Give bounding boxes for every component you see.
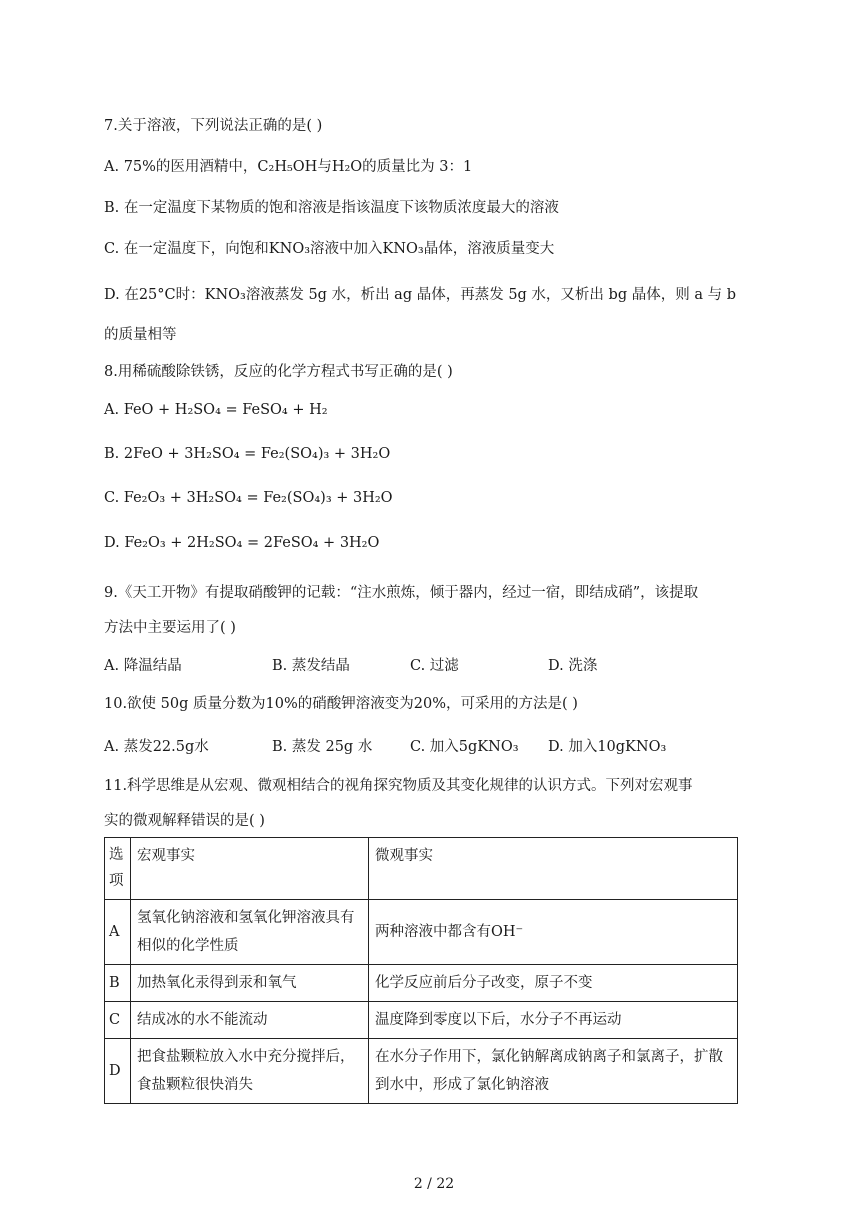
- table-row: [105, 900, 738, 965]
- q9-stem-line2: 方法中主要运用了( ): [104, 620, 236, 636]
- q8-option-a: A. FeO + H₂SO₄ = FeSO₄ + H₂: [104, 402, 328, 418]
- q10-option-d: D. 加入10gKNO₃: [548, 739, 667, 755]
- table-cell-macro: 氢氧化钠溶液和氢氧化钾溶液具有相似的化学性质: [131, 900, 369, 965]
- q9-option-d: D. 洗涤: [548, 658, 598, 674]
- q7-stem: 7.关于溶液，下列说法正确的是( ): [104, 118, 323, 134]
- q11-stem-line2: 实的微观解释错误的是( ): [104, 813, 265, 829]
- table-row: [105, 1002, 738, 1039]
- table-header-option: 选项: [105, 838, 131, 900]
- q8-option-d: D. Fe₂O₃ + 2H₂SO₄ = 2FeSO₄ + 3H₂O: [104, 535, 380, 551]
- q7-option-c: C. 在一定温度下，向饱和KNO₃溶液中加入KNO₃晶体，溶液质量变大: [104, 241, 555, 257]
- table-cell-macro: 加热氧化汞得到汞和氧气: [131, 965, 369, 1002]
- table-cell-micro: 温度降到零度以下后，水分子不再运动: [369, 1002, 738, 1039]
- table-cell-macro: 把食盐颗粒放入水中充分搅拌后，食盐颗粒很快消失: [131, 1039, 369, 1104]
- table-cell-micro: 在水分子作用下，氯化钠解离成钠离子和氯离子，扩散到水中，形成了氯化钠溶液: [369, 1039, 738, 1104]
- q9-stem-line1: 9.《天工开物》有提取硝酸钾的记载：“注水煎炼，倾于器内，经过一宿，即结成硝”，该提取: [104, 585, 699, 601]
- q8-option-c: C. Fe₂O₃ + 3H₂SO₄ = Fe₂(SO₄)₃ + 3H₂O: [104, 490, 393, 506]
- q9-option-a: A. 降温结晶: [104, 658, 182, 674]
- table-cell-option: C: [105, 1002, 131, 1039]
- table-cell-macro: 结成冰的水不能流动: [131, 1002, 369, 1039]
- table-cell-option: A: [105, 900, 131, 965]
- q10-option-b: B. 蒸发 25g 水: [272, 739, 373, 755]
- table-row: [105, 1039, 738, 1104]
- q7-option-a: A. 75%的医用酒精中，C₂H₅OH与H₂O的质量比为 3：1: [104, 159, 473, 175]
- q11-table: [104, 837, 738, 1104]
- table-cell-option: B: [105, 965, 131, 1002]
- table-header-micro: 微观事实: [369, 838, 738, 900]
- table-header-macro: 宏观事实: [131, 838, 369, 900]
- q7-option-b: B. 在一定温度下某物质的饱和溶液是指该温度下该物质浓度最大的溶液: [104, 200, 559, 216]
- q11-stem-line1: 11.科学思维是从宏观、微观相结合的视角探究物质及其变化规律的认识方式。下列对宏观事: [104, 778, 693, 794]
- q9-option-b: B. 蒸发结晶: [272, 658, 350, 674]
- q7-option-d-line2: 的质量相等: [104, 327, 177, 343]
- table-cell-micro: 化学反应前后分子改变，原子不变: [369, 965, 738, 1002]
- table-row: [105, 965, 738, 1002]
- table-cell-micro: 两种溶液中都含有OH⁻: [369, 900, 738, 965]
- q8-stem: 8.用稀硫酸除铁锈，反应的化学方程式书写正确的是( ): [104, 364, 453, 380]
- q10-option-a: A. 蒸发22.5g水: [104, 739, 209, 755]
- q10-stem: 10.欲使 50g 质量分数为10%的硝酸钾溶液变为20%，可采用的方法是( ): [104, 696, 578, 712]
- q10-option-c: C. 加入5gKNO₃: [410, 739, 519, 755]
- q8-option-b: B. 2FeO + 3H₂SO₄ = Fe₂(SO₄)₃ + 3H₂O: [104, 446, 391, 462]
- q9-option-c: C. 过滤: [410, 658, 459, 674]
- page-number: 2 / 22: [413, 1176, 455, 1192]
- table-cell-option: D: [105, 1039, 131, 1104]
- q7-option-d-line1: D. 在25°C时：KNO₃溶液蒸发 5g 水，析出 ag 晶体，再蒸发 5g 水，又析出 bg 晶体，则 a 与 b: [104, 287, 736, 303]
- table-header-row: [105, 838, 738, 900]
